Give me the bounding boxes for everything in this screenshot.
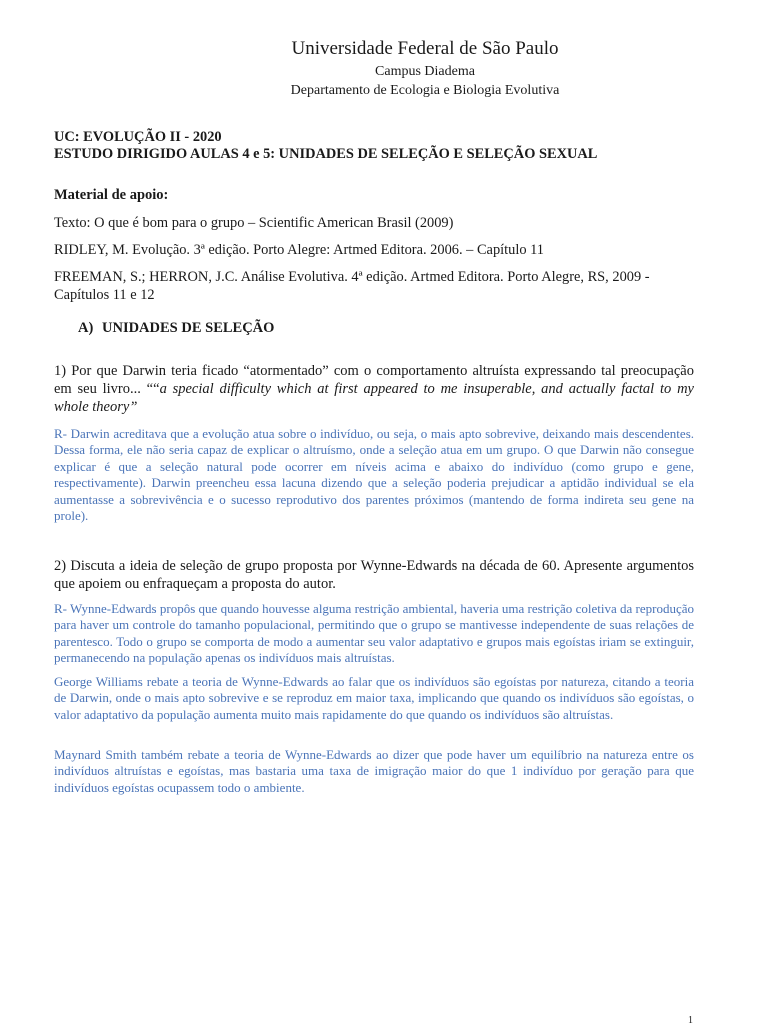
section-title: UNIDADES DE SELEÇÃO: [102, 320, 275, 336]
material-heading: Material de apoio:: [54, 187, 169, 203]
document-header: [250, 36, 600, 100]
study-title: ESTUDO DIRIGIDO AULAS 4 e 5: UNIDADES DE SELEÇÃO E SELEÇÃO SEXUAL: [54, 146, 598, 162]
department-name: Departamento de Ecologia e Biologia Evolutiva: [290, 83, 560, 98]
question-1: [54, 362, 694, 416]
answer-2-paragraph-2: George Williams rebate a teoria de Wynne-Edwards ao falar que os indivíduos são egoístas por natureza, citando a teoria de Darwin, onde o mais apto sobrevive e se reproduz em maior taxa, implicando que quando os indivíduos são egoístas, o valor adaptativo da população aumenta muito mais rapidamente do que quando os indivíduos são altruístas.: [54, 674, 694, 722]
material-item: FREEMAN, S.; HERRON, J.C. Análise Evolutiva. 4ª edição. Artmed Editora. Porto Alegre, RS, 2009 - Capítulos 11 e 12: [54, 269, 650, 303]
question-2: 2) Discuta a ideia de seleção de grupo proposta por Wynne-Edwards na década de 60. Apresente argumentos que apoiem ou enfraqueçam a proposta do autor.: [54, 558, 694, 592]
answer-2-paragraph-1: R- Wynne-Edwards propôs que quando houvesse alguma restrição ambiental, haveria uma restrição coletiva da reprodução para haver um controle do tamanho populacional, permitindo que o grupo se mantivesse independente de suas relações de parentesco. Todo o grupo se comporta de modo a aumentar seu valor adaptativo e grupos mais egoístas iriam se extinguir, permanecendo na população apenas os indivíduos mais altruístas.: [54, 601, 694, 666]
university-name: Universidade Federal de São Paulo: [291, 38, 559, 59]
section-heading: [78, 318, 274, 338]
course-title: UC: EVOLUÇÃO II - 2020: [54, 129, 222, 145]
material-item: Texto: O que é bom para o grupo – Scientific American Brasil (2009): [54, 215, 454, 231]
question-1-quote-end: ”: [129, 399, 138, 415]
campus-name: Campus Diadema: [375, 64, 475, 79]
section-letter: A): [78, 320, 94, 336]
question-1-text: 1) Por que Darwin teria ficado “atormentado” com o comportamento altruísta expressando tal preocupação em seu livro... ““: [54, 363, 694, 397]
page-number: 1: [688, 1015, 693, 1026]
question-1-quote: a special difficulty which at first appeared to me insuperable, and actually factal to my whole theory: [54, 381, 694, 415]
answer-1: R- Darwin acreditava que a evolução atua sobre o indivíduo, ou seja, o mais apto sobrevive, deixando mais descendentes. Dessa forma, ele não seria capaz de explicar o altruísmo, onde a seleção atua em um grupo. O que Darwin não consegue explicar é que a seleção natural pode ocorrer em níveis acima e abaixo do indivíduo (como grupo e gene, respectivamente). Darwin preencheu essa lacuna dizendo que a seleção poderia prejudicar a aptidão individual se ela aumentasse a sobrevivência e o sucesso reprodutivo dos parentes próximos (mantendo de forma indireta seu gene na prole).: [54, 426, 694, 524]
answer-2-paragraph-3: Maynard Smith também rebate a teoria de Wynne-Edwards ao dizer que pode haver um equilíbrio na natureza entre os indivíduos altruístas e egoístas, mas bastaria uma taxa de imigração maior do que 1 indivíduo por geração para que indivíduos egoístas ocupassem todo o ambiente.: [54, 747, 694, 795]
material-item: RIDLEY, M. Evolução. 3ª edição. Porto Alegre: Artmed Editora. 2006. – Capítulo 11: [54, 242, 544, 258]
